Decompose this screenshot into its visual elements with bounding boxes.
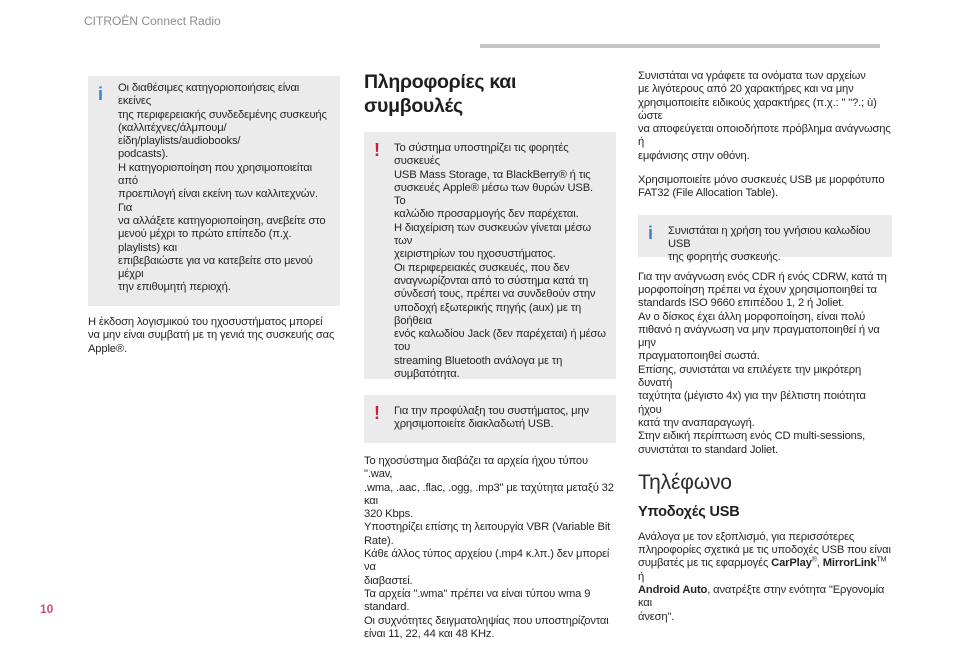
info-note-box [88, 76, 340, 306]
column-left [88, 76, 340, 367]
info-icon: i [648, 222, 653, 243]
warning-icon: ! [374, 403, 380, 423]
info-icon: i [98, 84, 103, 104]
info-note-text: Συνιστάται η χρήση του γνήσιου καλωδίου USB της φορητής συσκευής. [668, 224, 871, 264]
warning-text: Το σύστημα υποστηρίζει τις φορητές συσκευές USB Mass Storage, τα BlackBerry® ή τις συσκευές Apple® μέσω των θυρών USB. Το καλώδιο προσαρμογής δεν παρέχεται. Η διαχείριση των συσκευών γίνεται μέσω των χειριστηρίων του ηχοσυστήματος. Οι περιφερειακές συσκευές, που δεν αναγνωρίζονται από το σύστημα κατά τη σύνδεσή τους, πρέπει να συνδεθούν στην υποδοχή εξωτερικής πηγής (aux) με τη βοήθεια ενός καλωδίου Jack (δεν παρέχεται) ή μέσω του streaming Bluetooth ανάλογα με τη συμβατότητα. [394, 142, 606, 381]
usb-ports-paragraph: Ανάλογα με τον εξοπλισμό, για περισσότερες πληροφορίες σχετικά με τις υποδοχές USB που είναι συμβατές με τις εφαρμογές CarPlay®, MirrorLink™ ή Android Auto, ανατρέξτε στην ενότητα "Εργονομία και άνεση". [638, 530, 891, 623]
header-divider [480, 44, 880, 48]
page-number: 10 [40, 602, 54, 616]
info-note-box-cable [638, 215, 892, 264]
android-auto-label: Android Auto [638, 584, 708, 597]
column-right [638, 70, 892, 635]
section-heading-info-tips: Πληροφορίες και συμβουλές [364, 71, 517, 117]
manual-header-title: CITROËN Connect Radio [84, 14, 221, 28]
mirrorlink-label: MirrorLink [822, 557, 877, 570]
carplay-label: CarPlay [771, 557, 812, 570]
subheading-usb-ports: Υποδοχές USB [638, 503, 740, 520]
section-heading-telephone: Τηλέφωνο [638, 470, 732, 494]
warning-icon: ! [374, 140, 380, 160]
cd-format-paragraph: Για την ανάγνωση ενός CDR ή ενός CDRW, κατά τη μορφοποίηση πρέπει να έχουν χρησιμοποιηθεί τα standards ISO 9660 επιπέδου 1, 2 ή Joliet. Αν ο δίσκος έχει άλλη μορφοποίηση, είναι πολύ πιθανό η ανάγνωση να μην πραγματοποιηθεί ή να μην πραγματοποιηθεί σωστά. Επίσης, συνιστάται να επιλέγετε την μικρότερη δυνατή ταχύτητα (μέγιστο 4x) για την βέλτιστη ποιότητα ήχου κατά την αναπαραγωγή. Στην ειδική περίπτωση ενός CD multi-sessions, συνιστάται το standard Joliet. [638, 270, 887, 456]
file-naming-paragraph: Συνιστάται να γράφετε τα ονόματα των αρχείων με λιγότερους από 20 χαρακτήρες και να μην χρησιμοποιείτε ειδικούς χαρακτήρες (π.χ.: " "?.; ù) ώστε να αποφεύγεται οποιοδήποτε πρόβλημα ανάγνωσης ή εμφάνισης στην οθόνη. [638, 70, 891, 162]
info-note-text: Οι διαθέσιμες κατηγοριοποιήσεις είναι εκείνες της περιφερειακής συνδεδεμένης συσκευής (καλλιτέχνες/άλμπουμ/είδη/playlists/audiobooks/ podcasts). Η κατηγοριοποίηση που χρησιμοποιείται από προεπιλογή είναι εκείνη των καλλιτεχνών. Για να αλλάξετε κατηγοριοποίηση, ανεβείτε στο μενού μέχρι το πρώτο επίπεδο (π.χ. playlists) και επιβεβαιώστε για να κατεβείτε στο μενού μέχρι την επιθυμητή περιοχή. [118, 82, 327, 294]
warning-text: Για την προφύλαξη του συστήματος, μην χρησιμοποιείτε διακλαδωτή USB. [394, 405, 589, 431]
warning-box-usb-hub [364, 395, 616, 443]
fat32-paragraph: Χρησιμοποιείτε μόνο συσκευές USB με μορφότυπο FAT32 (File Allocation Table). [638, 174, 885, 200]
column-middle [364, 70, 616, 652]
apple-compatibility-paragraph: Η έκδοση λογισμικού του ηχοσυστήματος μπορεί να μην είναι συμβατή με τη γενιά της συσκευής σας Apple®. [88, 316, 335, 355]
audio-formats-paragraph: Το ηχοσύστημα διαβάζει τα αρχεία ήχου τύπου ".wav, .wma, .aac, .flac, .ogg, .mp3" με ταχύτητα μεταξύ 32 και 320 Kbps. Υποστηρίζει επίσης τη λειτουργία VBR (Variable Bit Rate). Κάθε άλλος τύπος αρχείου (.mp4 κ.λπ.) δεν μπορεί να διαβαστεί. Τα αρχεία ".wma" πρέπει να είναι τύπου wma 9 standard. Οι συχνότητες δειγματοληψίας που υποστηρίζονται είναι 11, 22, 44 και 48 KHz. [364, 455, 614, 640]
warning-box-usb-devices [364, 132, 616, 379]
